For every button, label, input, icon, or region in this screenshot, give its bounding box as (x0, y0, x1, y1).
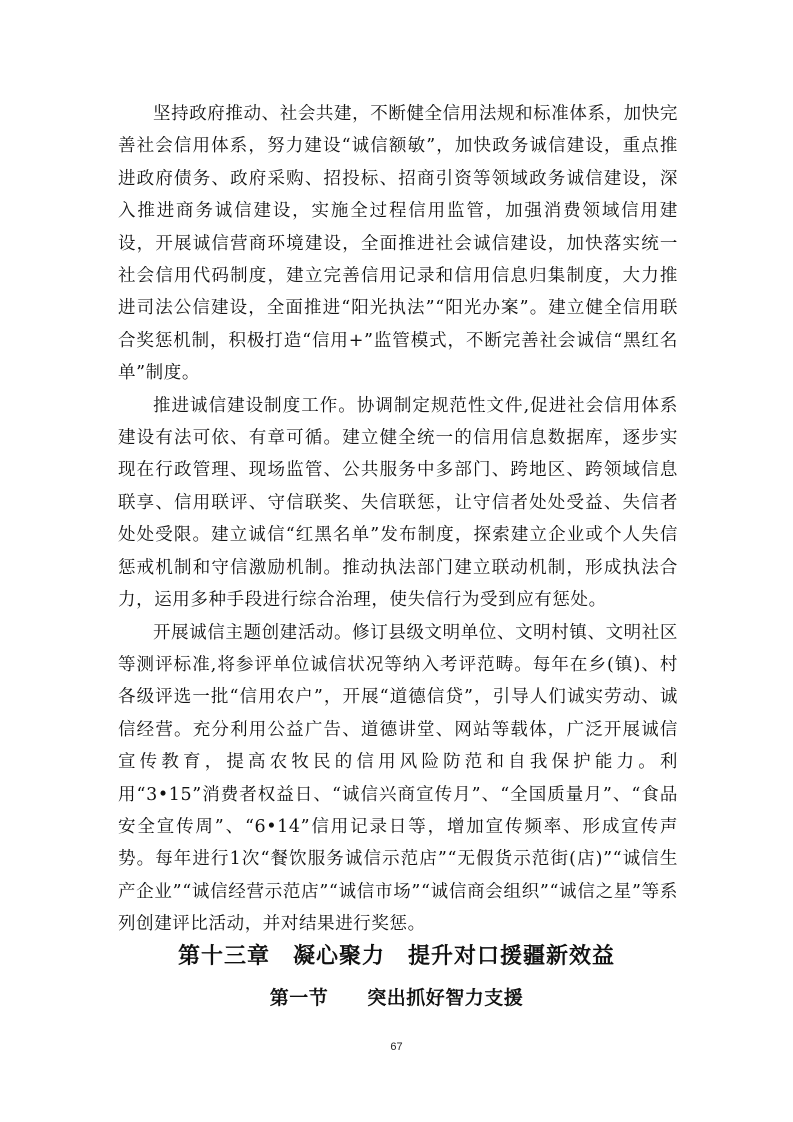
paragraph-credit-system: 坚持政府推动、社会共建，不断健全信用法规和标准体系，加快完善社会信用体系，努力建设“诚信额敏”，加快政务诚信建设，重点推进政府债务、政府采购、招投标、招商引资等领域政务诚信建设，深入推进商务诚信建设，实施全过程信用监管，加强消费领域信用建设，开展诚信营商环境建设，全面推进社会诚信建设，加快落实统一社会信用代码制度，建立完善信用记录和信用信息归集制度，大力推进司法公信建设，全面推进“阳光执法”“阳光办案”。建立健全信用联合奖惩机制，积极打造“信用+”监管模式，不断完善社会诚信“黑红名单”制度。 (118, 104, 678, 384)
paragraph-credit-activities: 开展诚信主题创建活动。修订县级文明单位、文明村镇、文明社区等测评标准,将参评单位诚信状况等纳入考评范畴。每年在乡(镇)、村各级评选一批“信用农户”，开展“道德信贷”，引导人们诚实劳动、诚信经营。充分利用公益广告、道德讲堂、网站等载体，广泛开展诚信宣传教育，提高农牧民的信用风险防范和自我保护能力。利用“3•15”消费者权益日、“诚信兴商宣传月”、“全国质量月”、“食品安全宣传周”、“6•14”信用记录日等，增加宣传频率、形成宣传声势。每年进行1次“餐饮服务诚信示范店”“无假货示范街(店)”“诚信生产企业”“诚信经营示范店”“诚信市场”“诚信商会组织”“诚信之星”等系列创建评比活动，并对结果进行奖惩。 (118, 622, 678, 935)
body-text (118, 98, 678, 941)
page-number: 67 (390, 1041, 403, 1053)
section-title: 第一节 突出抓好智力支援 (269, 987, 524, 1009)
paragraph-credit-institutions: 推进诚信建设制度工作。协调制定规范性文件,促进社会信用体系建设有法可依、有章可循。建立健全统一的信用信息数据库，逐步实现在行政管理、现场监管、公共服务中多部门、跨地区、跨领域信息联享、信用联评、守信联奖、失信联惩，让守信者处处受益、失信者处处受限。建立诚信“红黑名单”发布制度，探索建立企业或个人失信惩戒机制和守信激励机制。推动执法部门建立联动机制，形成执法合力，运用多种手段进行综合治理，使失信行为受到应有惩处。 (118, 395, 678, 611)
chapter-title: 第十三章 凝心聚力 提升对口援疆新效益 (177, 944, 615, 969)
